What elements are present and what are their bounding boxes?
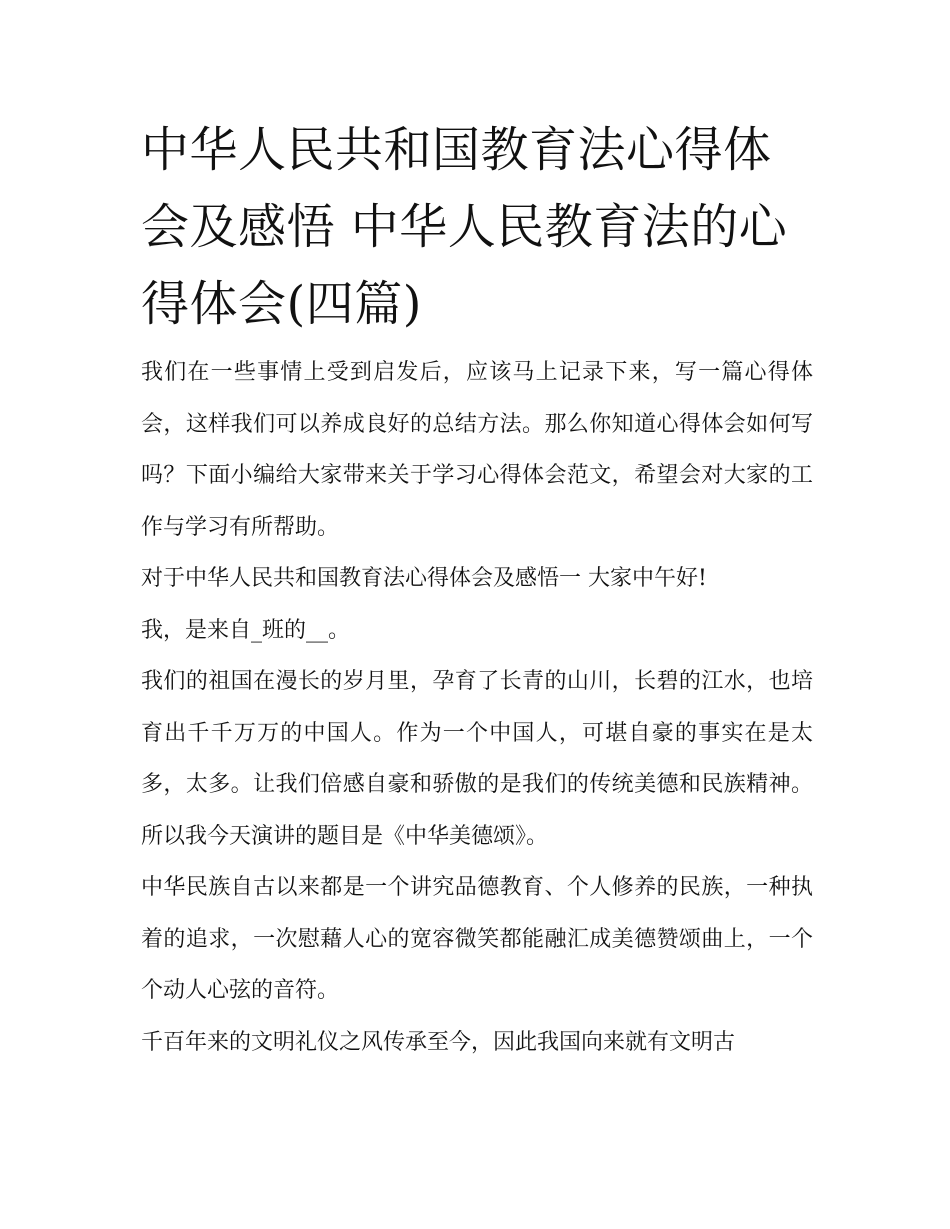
paragraph: 我们的祖国在漫长的岁月里，孕育了长青的山川，长碧的江水，也培育出千千万万的中国人。作为一个中国人，可堪自豪的事实在是太多，太多。让我们倍感自豪和骄傲的是我们的传统美德和民族精神。所以我今天演讲的题目是《中华美德颂》。 xyxy=(141,669,813,849)
paragraph: 中华民族自古以来都是一个讲究品德教育、个人修养的民族，一种执着的追求，一次慰藉人心的宽容微笑都能融汇成美德赞颂曲上，一个个动人心弦的音符。 xyxy=(141,875,813,1003)
paragraph: 千百年来的文明礼仪之风传承至今，因此我国向来就有文明古 xyxy=(141,1029,736,1055)
paragraph: 我，是来自_班的__。 xyxy=(141,617,351,643)
paragraph: 我们在一些事情上受到启发后，应该马上记录下来，写一篇心得体会，这样我们可以养成良好的总结方法。那么你知道心得体会如何写吗？下面小编给大家带来关于学习心得体会范文，希望会对大家的工作与学习有所帮助。 xyxy=(141,360,813,540)
document-page xyxy=(141,112,813,1068)
document-title: 中华人民共和国教育法心得体会及感悟 中华人民教育法的心得体会(四篇) xyxy=(141,122,788,332)
document-body xyxy=(141,347,813,1068)
paragraph: 对于中华人民共和国教育法心得体会及感悟一 大家中午好! xyxy=(141,566,707,591)
